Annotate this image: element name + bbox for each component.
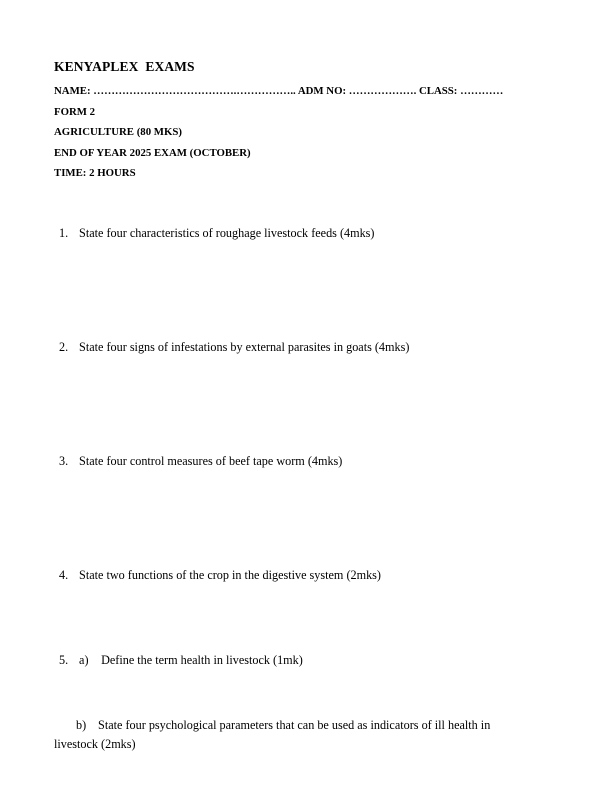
question-text: State four signs of infestations by external parasites in goats (4mks) — [79, 340, 410, 354]
subject-label: AGRICULTURE (80 MKS) — [54, 126, 182, 138]
question-text: State four characteristics of roughage livestock feeds (4mks) — [79, 226, 375, 240]
part-label: a) — [79, 653, 89, 667]
exam-label: END OF YEAR 2025 EXAM (OCTOBER) — [54, 147, 251, 159]
question-text: State two functions of the crop in the digestive system (2mks) — [79, 568, 381, 582]
question-number: 1. — [59, 226, 69, 240]
name-adm-class-line: NAME: ………………………………….…………….. ADM NO: ………………. CLASS: ………… — [54, 85, 504, 97]
question-5b-continued: livestock (2mks) — [54, 737, 136, 751]
question-number: 3. — [59, 454, 69, 468]
question-1 — [59, 226, 375, 241]
question-text: Define the term health in livestock (1mk) — [101, 653, 303, 667]
question-5b — [76, 718, 490, 733]
question-text: State four psychological parameters that can be used as indicators of ill health in — [98, 718, 491, 732]
question-text: State four control measures of beef tape worm (4mks) — [79, 454, 343, 468]
question-4 — [59, 568, 381, 583]
question-number: 5. — [59, 653, 69, 667]
exam-provider-title: KENYAPLEX EXAMS — [54, 59, 195, 74]
question-number: 4. — [59, 568, 69, 582]
question-number: 2. — [59, 340, 69, 354]
question-3 — [59, 454, 342, 469]
form-label: FORM 2 — [54, 106, 96, 118]
question-2 — [59, 340, 409, 355]
part-label: b) — [76, 718, 87, 732]
time-label: TIME: 2 HOURS — [54, 167, 136, 179]
question-5a — [59, 653, 303, 668]
